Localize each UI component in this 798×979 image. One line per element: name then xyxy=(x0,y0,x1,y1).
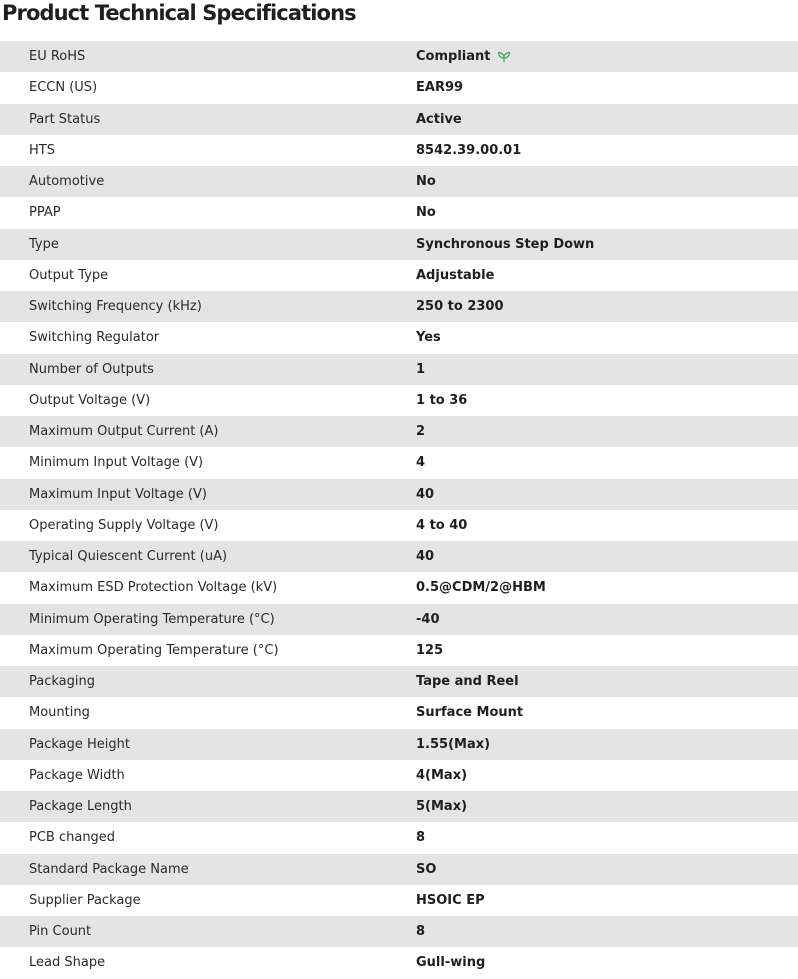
spec-label: Package Width xyxy=(29,767,125,783)
spec-table xyxy=(0,41,798,979)
spec-value: Surface Mount xyxy=(416,705,524,721)
spec-row xyxy=(0,791,798,822)
spec-label: Minimum Input Voltage (V) xyxy=(29,455,204,471)
spec-value-cell xyxy=(416,455,425,470)
spec-value-cell xyxy=(416,643,443,658)
spec-row xyxy=(0,604,798,635)
spec-value-cell xyxy=(416,705,523,720)
spec-value-cell xyxy=(416,580,546,595)
spec-value-cell xyxy=(416,174,436,189)
spec-value-cell xyxy=(416,237,594,252)
spec-row xyxy=(0,72,798,103)
spec-label: Part Status xyxy=(29,111,101,127)
spec-value-cell xyxy=(416,424,425,439)
spec-row xyxy=(0,354,798,385)
spec-value-cell xyxy=(416,737,490,752)
spec-value-cell xyxy=(416,112,462,127)
spec-row xyxy=(0,947,798,978)
spec-label: Minimum Operating Temperature (°C) xyxy=(29,611,275,627)
spec-value-cell xyxy=(416,299,504,314)
spec-label: EU RoHS xyxy=(29,49,86,65)
spec-row xyxy=(0,41,798,72)
spec-label: Type xyxy=(29,236,59,252)
spec-label: Package Height xyxy=(29,736,130,752)
spec-value: 0.5@CDM/2@HBM xyxy=(416,580,546,596)
spec-value: Synchronous Step Down xyxy=(416,236,595,252)
spec-value-cell xyxy=(416,362,425,377)
spec-value: Active xyxy=(416,111,462,127)
spec-value: 125 xyxy=(416,642,444,658)
spec-label: Maximum ESD Protection Voltage (kV) xyxy=(29,580,278,596)
spec-label: Standard Package Name xyxy=(29,861,189,877)
spec-value: Tape and Reel xyxy=(416,674,519,690)
spec-value: Adjustable xyxy=(416,267,495,283)
spec-row xyxy=(0,729,798,760)
spec-row xyxy=(0,885,798,916)
spec-label: Output Type xyxy=(29,267,109,283)
spec-label: PPAP xyxy=(29,205,61,221)
spec-row xyxy=(0,104,798,135)
spec-row xyxy=(0,385,798,416)
spec-value: Gull-wing xyxy=(416,955,486,971)
spec-row xyxy=(0,510,798,541)
spec-row xyxy=(0,666,798,697)
spec-value: Yes xyxy=(416,330,441,346)
spec-value-cell xyxy=(416,393,467,408)
spec-label: Switching Frequency (kHz) xyxy=(29,299,202,315)
spec-value-cell xyxy=(416,518,467,533)
spec-label: Packaging xyxy=(29,674,95,690)
spec-value: 8 xyxy=(416,830,426,846)
spec-value: 8542.39.00.01 xyxy=(416,142,522,158)
spec-row xyxy=(0,260,798,291)
spec-value: 1 xyxy=(416,361,426,377)
spec-value-cell xyxy=(416,330,441,345)
spec-value-cell xyxy=(416,862,436,877)
spec-value: 4 to 40 xyxy=(416,517,468,533)
spec-label: Maximum Input Voltage (V) xyxy=(29,486,207,502)
spec-label: Typical Quiescent Current (uA) xyxy=(29,549,228,565)
spec-value: -40 xyxy=(416,611,440,627)
spec-row xyxy=(0,697,798,728)
spec-row xyxy=(0,229,798,260)
spec-value: 40 xyxy=(416,549,435,565)
spec-label: Package Length xyxy=(29,799,132,815)
spec-label: HTS xyxy=(29,142,55,158)
spec-value: 40 xyxy=(416,486,435,502)
spec-row xyxy=(0,416,798,447)
spec-label: Switching Regulator xyxy=(29,330,160,346)
spec-row xyxy=(0,541,798,572)
spec-label: Maximum Output Current (A) xyxy=(29,424,219,440)
spec-value: Compliant xyxy=(416,49,491,65)
spec-row xyxy=(0,822,798,853)
spec-label: Supplier Package xyxy=(29,892,141,908)
spec-value-cell xyxy=(416,893,485,908)
spec-value: HSOIC EP xyxy=(416,892,485,908)
spec-value-cell xyxy=(416,768,467,783)
spec-value-cell xyxy=(416,955,485,970)
spec-row xyxy=(0,635,798,666)
spec-row xyxy=(0,447,798,478)
spec-label: Automotive xyxy=(29,174,105,190)
spec-value: 8 xyxy=(416,924,426,940)
spec-value: 1 to 36 xyxy=(416,392,468,408)
spec-value: No xyxy=(416,174,436,190)
spec-value-cell xyxy=(416,674,519,689)
spec-row xyxy=(0,479,798,510)
spec-label: Operating Supply Voltage (V) xyxy=(29,517,219,533)
spec-value: 5(Max) xyxy=(416,799,468,815)
leaf-icon xyxy=(497,51,511,63)
spec-value: 4 xyxy=(416,455,426,471)
spec-row xyxy=(0,166,798,197)
spec-value-cell xyxy=(416,49,511,64)
spec-value-cell xyxy=(416,549,434,564)
spec-label: Output Voltage (V) xyxy=(29,392,151,408)
spec-value: No xyxy=(416,205,436,221)
spec-label: Mounting xyxy=(29,705,90,721)
spec-row xyxy=(0,197,798,228)
spec-label: Pin Count xyxy=(29,924,92,940)
spec-row xyxy=(0,322,798,353)
spec-row xyxy=(0,135,798,166)
spec-value: 4(Max) xyxy=(416,767,468,783)
spec-value: EAR99 xyxy=(416,80,464,96)
spec-value-cell xyxy=(416,830,425,845)
spec-value: SO xyxy=(416,861,437,877)
spec-label: PCB changed xyxy=(29,830,116,846)
spec-value-cell xyxy=(416,205,436,220)
spec-value-cell xyxy=(416,799,467,814)
spec-row xyxy=(0,291,798,322)
spec-value-cell xyxy=(416,80,463,95)
spec-row xyxy=(0,854,798,885)
spec-value: 250 to 2300 xyxy=(416,299,504,315)
spec-row xyxy=(0,572,798,603)
spec-row xyxy=(0,916,798,947)
spec-value: 1.55(Max) xyxy=(416,736,491,752)
spec-value-cell xyxy=(416,612,440,627)
spec-value-cell xyxy=(416,924,425,939)
spec-label: Lead Shape xyxy=(29,955,106,971)
spec-value-cell xyxy=(416,487,434,502)
spec-value-cell xyxy=(416,268,494,283)
spec-value-cell xyxy=(416,143,521,158)
page-title: Product Technical Specifications xyxy=(2,1,356,25)
spec-label: ECCN (US) xyxy=(29,80,98,96)
spec-row xyxy=(0,760,798,791)
spec-label: Number of Outputs xyxy=(29,361,154,377)
spec-label: Maximum Operating Temperature (°C) xyxy=(29,642,279,658)
spec-value: 2 xyxy=(416,424,426,440)
